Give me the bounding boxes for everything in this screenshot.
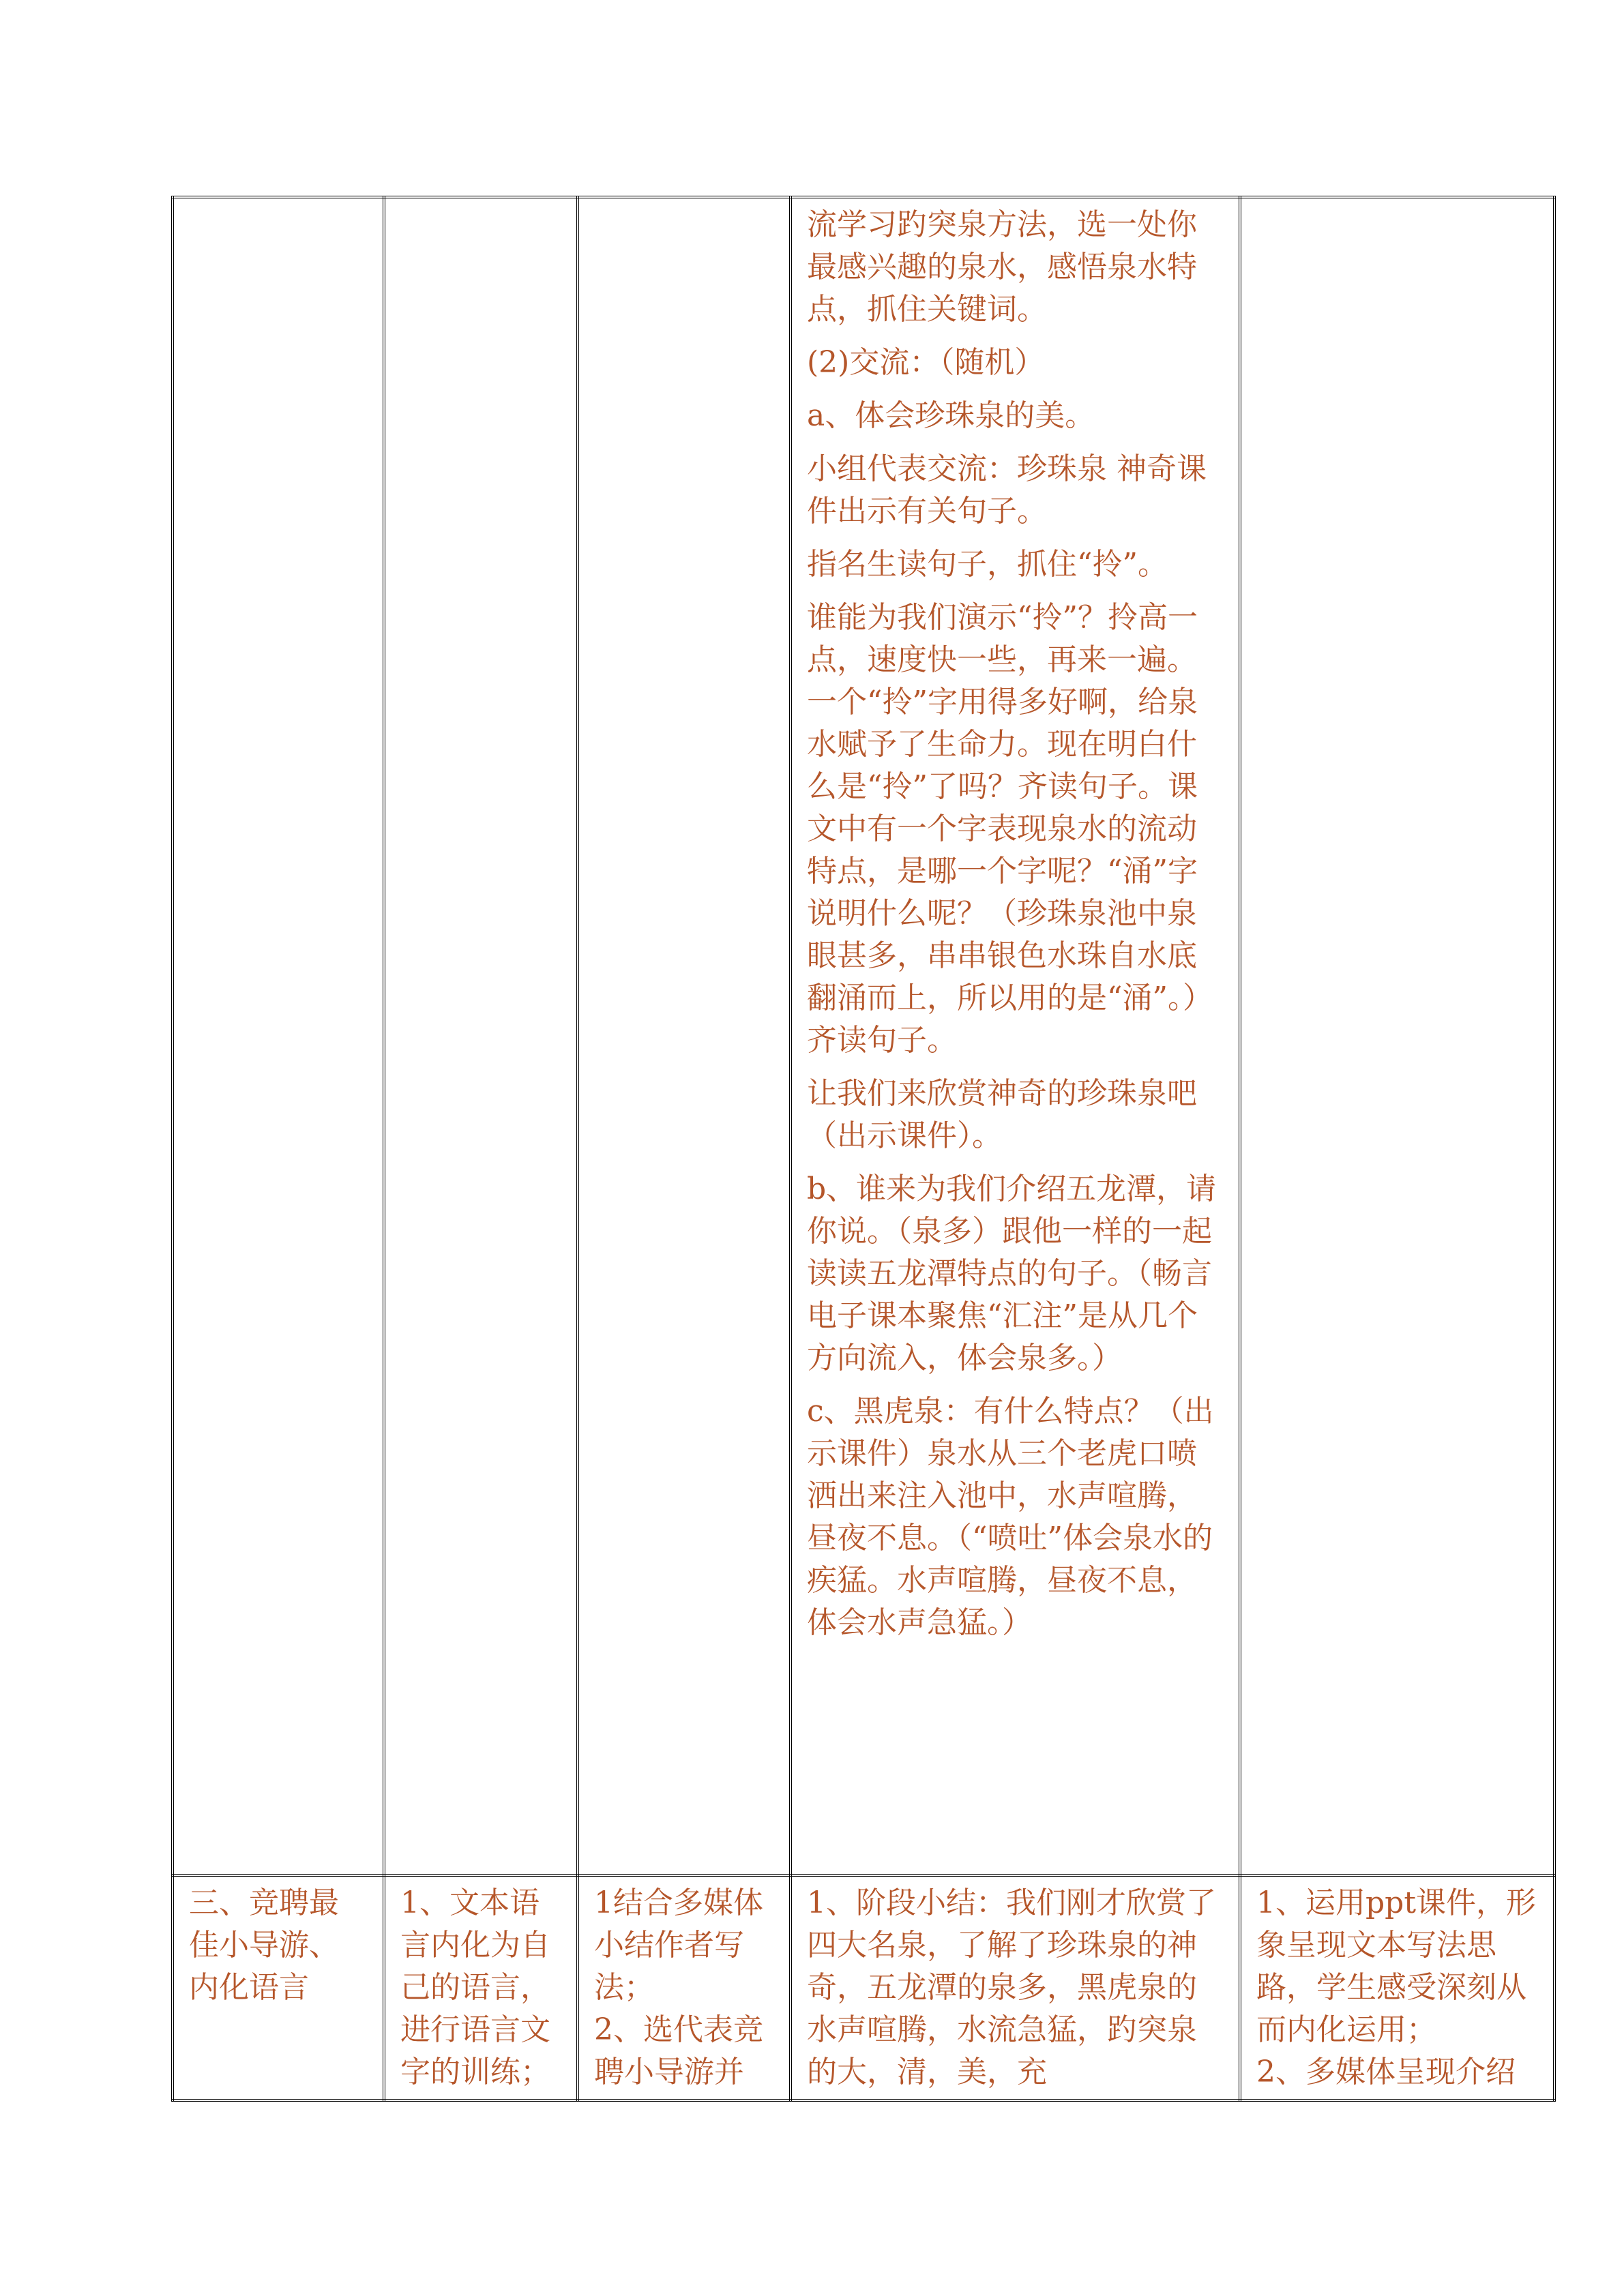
cell-method [578,1875,791,2100]
cell-stage [173,197,384,1875]
process-paragraph: 流学习趵突泉方法，选一处你最感兴趣的泉水，感悟泉水特点，抓住关键词。 [807,207,1197,327]
intent-line: 1、运用ppt课件，形象呈现文本写法思路，学生感受深刻从而内化运用； [1256,1885,1537,2047]
cell-stage [173,1875,384,2100]
method-line: 2、选代表竞聘小导游并 [594,2012,763,2089]
intent-line: 2、多媒体呈现介绍 [1256,2055,1516,2089]
cell-intent [1240,197,1554,1875]
process-paragraph: (2)交流：（随机） [807,345,1045,380]
table-row [173,1875,1554,2100]
process-paragraph: 让我们来欣赏神奇的珍珠泉吧（出示课件）。 [807,1076,1197,1153]
method-line: 1结合多媒体小结作者写法； [594,1885,763,2005]
stage-text: 三、竞聘最佳小导游、内化语言 [189,1885,339,2005]
cell-method [578,197,791,1875]
process-paragraph: b、谁来为我们介绍五龙潭，请你说。（泉多）跟他一样的一起读读五龙潭特点的句子。（畅言电子课本聚焦“汇注”是从几个方向流入，体会泉多。） [807,1172,1217,1375]
cell-intent [1240,1875,1554,2100]
cell-process [791,1875,1240,2100]
table-row [173,197,1554,1875]
cell-goal [384,197,578,1875]
process-text: 1、阶段小结：我们刚才欣赏了四大名泉，了解了珍珠泉的神奇，五龙潭的泉多，黑虎泉的水声喧腾，水流急猛，趵突泉的大，清，美，充 [807,1885,1216,2089]
process-paragraph: a、体会珍珠泉的美。 [807,398,1095,433]
cell-process [791,197,1240,1875]
process-paragraph: 指名生读句子，抓住“拎”。 [807,547,1168,582]
process-paragraph: c、黑虎泉：有什么特点？（出示课件）泉水从三个老虎口喷洒出来注入池中，水声喧腾，昼夜不息。（“喷吐”体会泉水的疾猛。水声喧腾，昼夜不息，体会水声急猛。） [807,1394,1214,1640]
lesson-plan-table [171,196,1556,2102]
process-paragraph: 小组代表交流：珍珠泉 神奇课件出示有关句子。 [807,451,1207,528]
cell-goal [384,1875,578,2100]
process-paragraph: 谁能为我们演示“拎”？拎高一点，速度快一些，再来一遍。一个“拎”字用得多好啊，给泉水赋予了生命力。现在明白什么是“拎”了吗？齐读句子。课文中有一个字表现泉水的流动特点，是哪一个字呢？“涌”字说明什么呢？（珍珠泉池中泉眼甚多，串串银色水珠自水底翻涌而上，所以用的是“涌”。）齐读句子。 [807,600,1213,1058]
goal-text: 1、文本语言内化为自己的语言，进行语言文字的训练； [400,1885,550,2089]
